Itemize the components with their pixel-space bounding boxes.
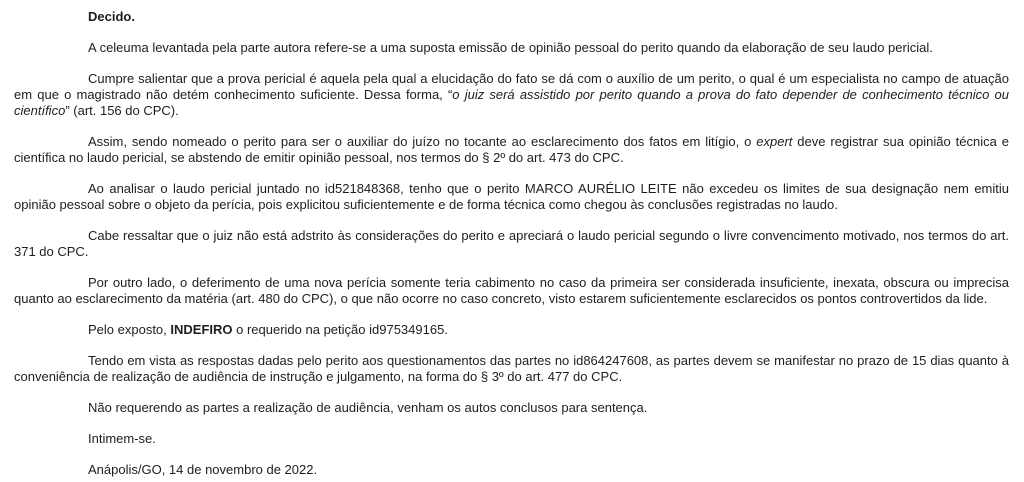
paragraph-3-text-end: deve registrar sua opinião técnica e científica no laudo pericial, se abstendo de emitir opinião pessoal, nos termos do § 2º do art. 473 do CPC. (14, 134, 1009, 165)
paragraph-7-text-start: Pelo exposto, (88, 322, 171, 337)
place-and-date: Anápolis/GO, 14 de novembro de 2022. (88, 462, 318, 477)
decision-heading: Decido. (88, 9, 135, 24)
paragraph-9: Não requerendo as partes a realização de audiência, venham os autos conclusos para sentença. (88, 400, 648, 415)
paragraph-2 (14, 71, 1009, 119)
paragraph-2-quote: o juiz será assistido por perito quando a prova do fato depender de conhecimento técnico ou científico (14, 87, 1009, 118)
paragraph-3 (14, 134, 1009, 166)
paragraph-2-text-start: Cumpre salientar que a prova pericial é aquela pela qual a elucidação do fato se dá com o auxílio de um perito, o qual é um especialista no campo de atuação em que o magistrado não detém conhecimento suficiente. Dessa forma, “ (14, 71, 1009, 102)
paragraph-4: Ao analisar o laudo pericial juntado no id521848368, tenho que o perito MARCO AURÉLIO LEITE não excedeu os limites de sua designação nem emitiu opinião pessoal sobre o objeto da perícia, pois explicitou suficientemente e de forma técnica como chegou às conclusões registradas no laudo. (14, 181, 1009, 212)
paragraph-7 (14, 322, 1009, 338)
paragraph-8: Tendo em vista as respostas dadas pelo perito aos questionamentos das partes no id864247608, as partes devem se manifestar no prazo de 15 dias quanto à conveniência de realização de audiência de instrução e julgamento, na forma do § 3º do art. 477 do CPC. (14, 353, 1009, 384)
paragraph-6: Por outro lado, o deferimento de uma nova perícia somente teria cabimento no caso da primeira ser considerada insuficiente, inexata, obscura ou imprecisa quanto ao esclarecimento da matéria (art. 480 do CPC), o que não ocorre no caso concreto, visto estarem suficientemente esclarecidos os pontos controvertidos da lide. (14, 275, 1009, 306)
paragraph-2-text-end: ” (art. 156 do CPC). (65, 103, 179, 118)
paragraph-7-decision-word: INDEFIRO (170, 322, 233, 337)
paragraph-10: Intimem-se. (88, 431, 156, 446)
paragraph-7-text-end: o requerido na petição id975349165. (232, 322, 448, 337)
paragraph-3-text-start: Assim, sendo nomeado o perito para ser o auxiliar do juízo no tocante ao esclarecimento dos fatos em litígio, o (88, 134, 757, 149)
paragraph-1: A celeuma levantada pela parte autora refere-se a uma suposta emissão de opinião pessoal do perito quando da elaboração de seu laudo pericial. (88, 40, 933, 55)
paragraph-3-expert-term: expert (756, 134, 793, 149)
paragraph-5: Cabe ressaltar que o juiz não está adstrito às considerações do perito e apreciará o laudo pericial segundo o livre convencimento motivado, nos termos do art. 371 do CPC. (14, 228, 1009, 259)
